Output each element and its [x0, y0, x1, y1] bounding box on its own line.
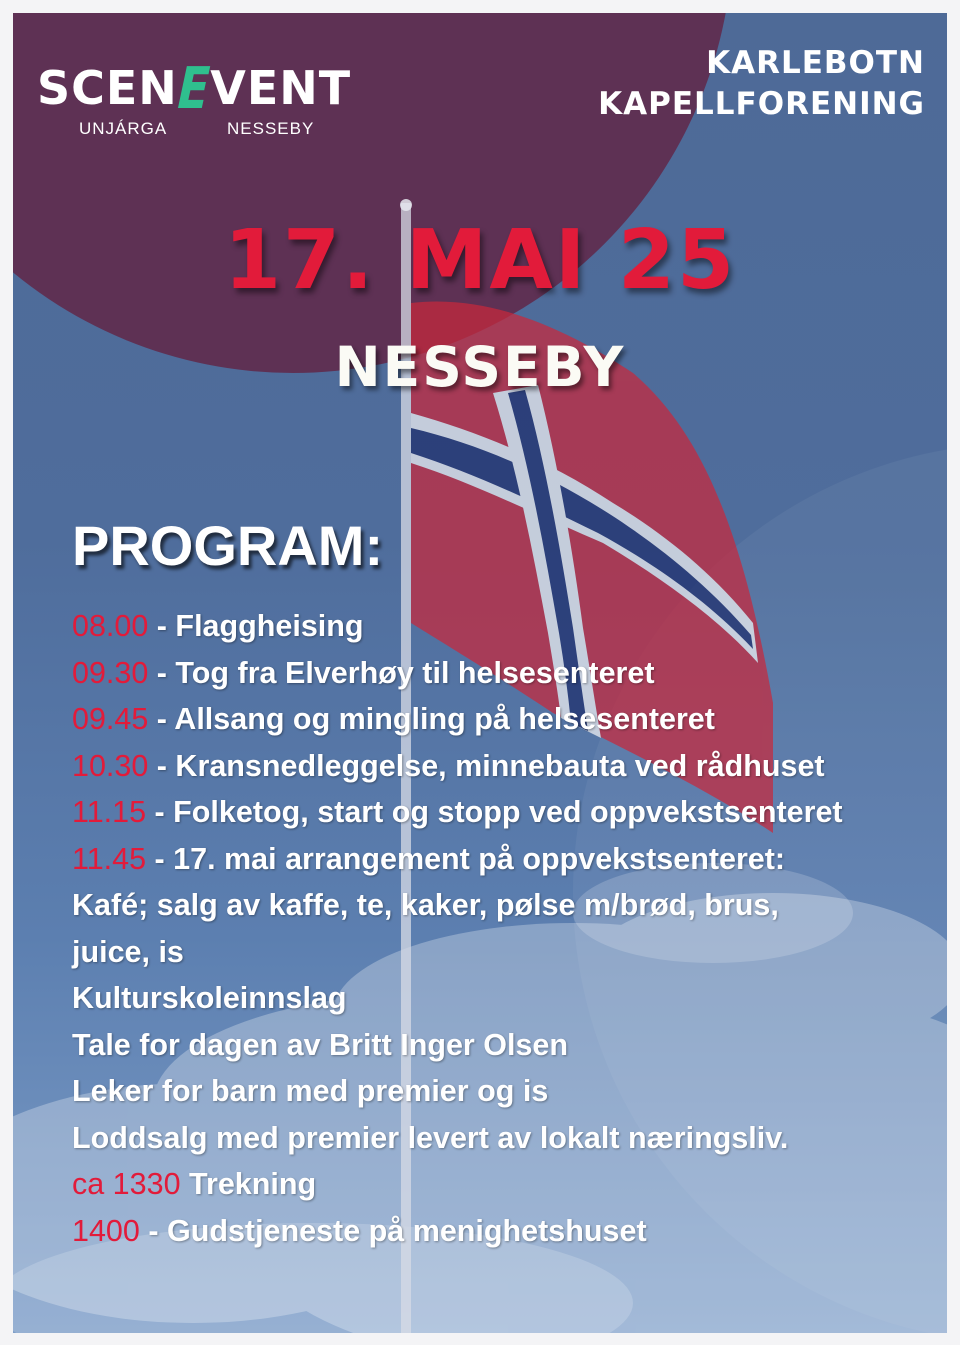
- organizer-line-2: KAPELLFORENING: [598, 86, 925, 122]
- organizer-name: [598, 43, 925, 125]
- program-item: [72, 1208, 942, 1255]
- program-item: [72, 696, 942, 743]
- program-item: [72, 836, 942, 883]
- logo-sub-left: UNJÁRGA: [79, 119, 168, 138]
- program-text: - Allsang og mingling på helsesenteret: [148, 702, 715, 736]
- program-time: 1400: [72, 1213, 140, 1248]
- event-place: NESSEBY: [334, 335, 626, 399]
- scenevent-logo: [37, 54, 377, 151]
- program-time: 10.30: [72, 748, 149, 783]
- program-time: 08.00: [72, 609, 149, 643]
- program-list: [72, 603, 942, 1254]
- logo-e-mark: E: [170, 54, 218, 122]
- program-detail: Kafé; salg av kaffe, te, kaker, pølse m/brød, brus,: [72, 888, 779, 922]
- program-item: [72, 1161, 942, 1208]
- program-text: Trekning: [180, 1167, 317, 1201]
- program-item: [72, 789, 942, 836]
- program-detail: Tale for dagen av Britt Inger Olsen: [72, 1027, 569, 1062]
- program-item: [72, 743, 942, 790]
- logo-sub-right: NESSEBY: [227, 119, 315, 138]
- program-detail: juice, is: [72, 934, 184, 969]
- program-time: 11.45: [72, 841, 147, 876]
- program-text: - Gudstjeneste på menighetshuset: [139, 1213, 647, 1248]
- program-time: 09.30: [72, 655, 149, 690]
- organizer-line-1: KARLEBOTN: [706, 45, 925, 81]
- logo-wordmark: SCENEVENT: [37, 54, 352, 122]
- program-detail: Loddsalg med premier levert av lokalt næringsliv.: [72, 1120, 789, 1155]
- flag-pole-top: [400, 199, 412, 211]
- program-detail: Kulturskoleinnslag: [72, 981, 347, 1015]
- program-text: - 17. mai arrangement på oppvekstsenteret:: [146, 841, 786, 876]
- program-item: [72, 603, 942, 650]
- program-text: - Folketog, start og stopp ved oppvekstsenteret: [146, 795, 843, 829]
- event-date: 17. MAI 25: [223, 213, 737, 308]
- program-title: PROGRAM:: [72, 514, 384, 577]
- event-poster: [13, 13, 947, 1333]
- program-time: ca 1330: [72, 1167, 181, 1201]
- program-time: 11.15: [72, 795, 147, 829]
- program-detail: Leker for barn med premier og is: [72, 1074, 549, 1108]
- program-text: - Tog fra Elverhøy til helsesenteret: [148, 655, 655, 690]
- program-item: [72, 650, 942, 697]
- program-text: - Kransnedleggelse, minnebauta ved rådhuset: [148, 748, 825, 783]
- program-text: - Flaggheising: [148, 609, 364, 643]
- program-time: 09.45: [72, 702, 149, 736]
